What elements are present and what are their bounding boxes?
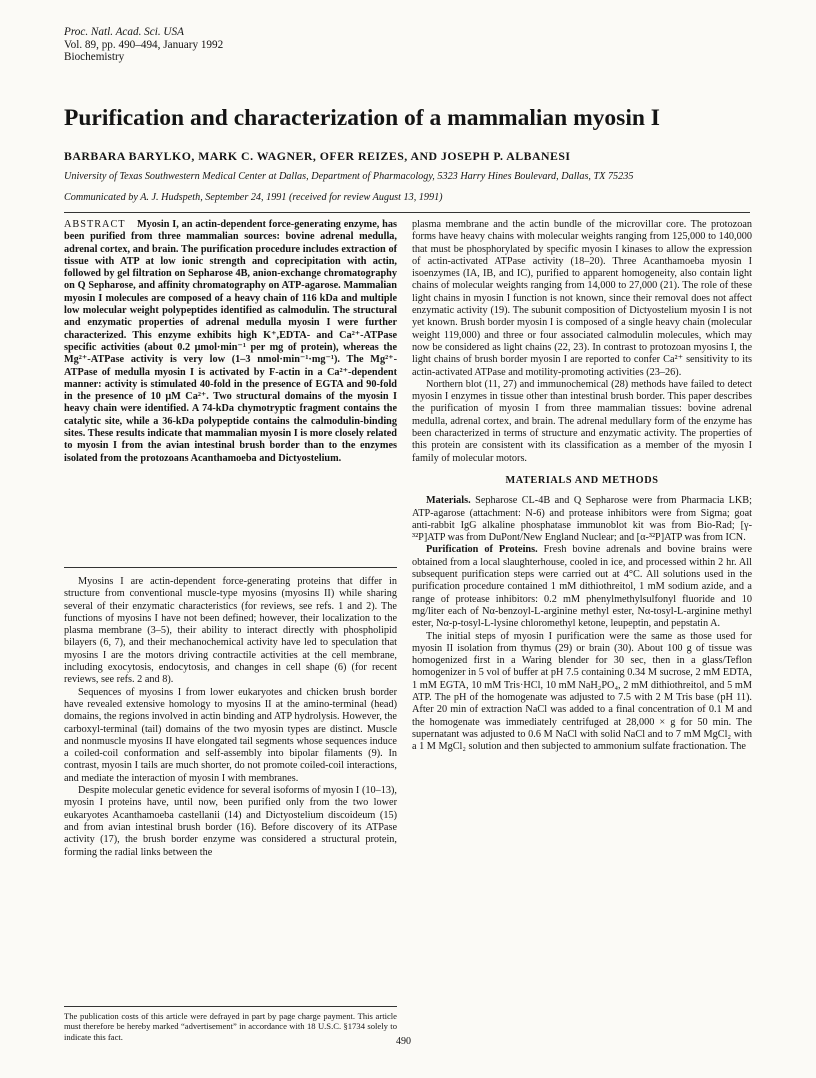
right-column-body [412, 219, 752, 753]
abstract-text: Myosin I, an actin-dependent force-generating enzyme, has been purified from three mammalian sources: bovine adrenal medulla, adrenal cortex, and brain. The purification procedure includes extraction of tissue with ATP at low ionic strength and coprecipitation with actin, followed by gel filtration on Sepharose 4B, anion-exchange chromatography on Q Sepharose, and affinity chromatography on ATP-agarose. Mammalian myosin I molecules are composed of a heavy chain of 116 kDa and multiple low molecular weight polypeptides identified as calmodulin. The structural and enzymatic properties of adrenal medulla myosin I were further characterized. This enzyme exhibits high K⁺,EDTA- and Ca²⁺-ATPase specific activities (about 0.2 μmol·min⁻¹ per mg of protein), whereas the Mg²⁺-ATPase activity is very low (1–3 nmol·min⁻¹·mg⁻¹). The Mg²⁺-ATPase of medulla myosin I is activated by F-actin in a Ca²⁺-dependent manner: activity is stimulated 40-fold in the presence of EGTA and 90-fold in the presence of 10 μM Ca²⁺. Two structural domains of the myosin I heavy chain were identified. A 74-kDa chymotryptic fragment contains the catalytic site, while a 36-kDa polypeptide contains the calmodulin-binding sites. These results indicate that mammalian myosin I is more closely related to myosin I from the avian intestinal brush border than to the enzymes isolated from the protozoans Acanthamoeba and Dictyostelium. [64, 219, 397, 464]
section-name: Biochemistry [64, 51, 125, 64]
intro-paragraph: plasma membrane and the actin bundle of the microvillar core. The protozoan forms have heavy chains with molecular weights ranging from 125,000 to 140,000 that must be phosphorylated by specific myosin I kinases to allow the expression of actin-activated ATPase activity (18–20). Three Acanthamoeba myosin I isoenzymes (IA, IB, and IC), purified to apparent homogeneity, also contain light chains of molecular weights ranging from 14,000 to 27,000 (21). The role of these light chains in myosin I function is not known, since their removal does not affect enzymatic activity (19). The subunit composition of Dictyostelium myosin I is not yet known. Brush border myosin I is composed of a single heavy chain (molecular weight 119,000) and three or four associated calmodulin molecules, which may now be considered as light chains (22, 23). In contrast to protozoan myosins I, the light chains of brush border myosin I are reported to confer Ca²⁺ sensitivity to its actin-activated ATPase and motility-promoting activities (23–26). [412, 219, 752, 378]
abstract-label: ABSTRACT [64, 219, 126, 230]
author-list: BARBARA BARYLKO, MARK C. WAGNER, OFER REIZES, AND JOSEPH P. ALBANESI [64, 149, 571, 163]
left-column-body [64, 576, 397, 859]
purification-label: Purification of Proteins. [426, 544, 538, 556]
article-title: Purification and characterization of a mammalian myosin I [64, 105, 660, 131]
intro-paragraph: Sequences of myosins I from lower eukaryotes and chicken brush border have revealed extensive homology to myosins II at the amino-terminal (head) domains, the regions involved in actin binding and ATP hydrolysis. However, the carboxyl-terminal (tail) domains of the two myosin types are distinct. Muscle and nonmuscle myosins II have elongated tail segments whose sequences induce a coiled-coil conformation and self-assembly into bipolar filaments (9). In contrast, myosin I tails are much shorter, do not promote coiled-coil interactions, and mediate the interaction of myosin I with membranes. [64, 686, 397, 784]
volume-info: Vol. 89, pp. 490–494, January 1992 [64, 38, 224, 51]
affiliation: University of Texas Southwestern Medical Center at Dallas, Department of Pharmacology, 5323 Harry Hines Boulevard, Dallas, TX 75235 [64, 171, 634, 182]
intro-paragraph: Despite molecular genetic evidence for several isoforms of myosin I (10–13), myosin I proteins have, until now, been purified only from the two lower eukaryotes Acanthamoeba castellanii (14) and Dictyostelium discoideum (15) and from avian intestinal brush border (16). Before discovery of its ATPase activity (17), the brush border enzyme was considered a structural protein, forming the radial links between the [64, 785, 397, 858]
intro-paragraph: Northern blot (11, 27) and immunochemical (28) methods have failed to detect myosin I enzymes in tissue other than intestinal brush border. This paper describes the purification of myosin I from three mammalian tissues: bovine adrenal medulla, adrenal cortex, and brain. The adrenal medullary form of the enzyme has been characterized in terms of structure and enzymatic activity. The properties of this protein are consistent with its classification as a member of the myosin I family of molecular motors. [412, 378, 752, 464]
purification-text: Fresh bovine adrenals and bovine brains were obtained from a local slaughterhouse, cooled in ice, and processed within 2 hr. All subsequent purification steps were carried out at 4°C. All solutions used in the purification procedure contained 1 mM dithiothreitol, 1 mM sodium azide, and a range of protease inhibitors: 0.2 mM phenylmethylsulfonyl fluoride and 10 mg/liter each of Nα-benzoyl-L-arginine methyl ester, Nα-tosyl-L-arginine methyl ester, Nα-p-tosyl-L-lysine chloromethyl ketone, leupeptin, and pepstatin A. [412, 544, 753, 630]
footnote-divider [64, 1006, 397, 1007]
abstract [64, 219, 397, 465]
intro-paragraph: Myosins I are actin-dependent force-generating proteins that differ in structure from conventional muscle-type myosins (myosins II) while sharing several of their enzymatic characteristics (for reviews, see refs. 1 and 2). The functions of myosins I have not been defined; however, their localization to the plasma membrane (3–5), their ability to interact directly with phospholipid bilayers (6, 7), and their mechanochemical activity have led to speculation that myosins I are the motors driving contractile activities at the cell membrane, including exocytosis, endocytosis, and changes in cell shape (6) (for recent reviews, see refs. 2 and 8). [64, 576, 397, 686]
methods-heading: MATERIALS AND METHODS [505, 474, 659, 486]
communicated-by: Communicated by A. J. Hudspeth, September 24, 1991 (received for review August 13, 1991) [64, 192, 443, 203]
purification-paragraph [412, 544, 752, 630]
header-divider [64, 212, 750, 213]
publication-footnote: The publication costs of this article were defrayed in part by page charge payment. This article must therefore be hereby marked “advertisement” in accordance with 18 U.S.C. §1734 solely to indicate this fact. [64, 1011, 397, 1042]
page-number: 490 [396, 1036, 411, 1047]
materials-label: Materials. [426, 495, 471, 507]
materials-text: Sepharose CL-4B and Q Sepharose were from Pharmacia LKB; ATP-agarose (attachment: N-6) and protease inhibitors were from Sigma; goat anti-rabbit IgG alkaline phosphatase immunoblot kit was from Bio-Rad; [γ-³²P]ATP was from DuPont/New England Nuclear; and [α-³²P]ATP was from ICN. [412, 495, 752, 544]
journal-header [64, 26, 223, 64]
materials-paragraph [412, 495, 752, 544]
abstract-divider [64, 567, 397, 568]
purification-continued: The initial steps of myosin I purification were the same as those used for myosin II isolation from thymus (29) or brain (30). About 100 g of tissue was homogenized first in a Waring blender for 30 sec, then in a glass/Teflon homogenizer in 5 vol of buffer at pH 7.5 containing 0.34 M sucrose, 2 mM EDTA, 1 mM EGTA, 10 mM Tris·HCl, 10 mM NaH₂PO₄, 2 mM dithiothreitol, and 5 mM ATP. The pH of the homogenate was adjusted to 7.5 with 2 M Tris base (pH 11). After 20 min of extraction NaCl was added to a final concentration of 0.1 M and the homogenate was immediately centrifuged at 28,000 × g for 50 min. The supernatant was adjusted to 0.6 M NaCl with solid NaCl and to 7 mM MgCl₂ with a 1 M MgCl₂ solution and then subjected to ammonium sulfate fractionation. The [412, 630, 752, 753]
journal-name: Proc. Natl. Acad. Sci. USA [64, 26, 184, 38]
